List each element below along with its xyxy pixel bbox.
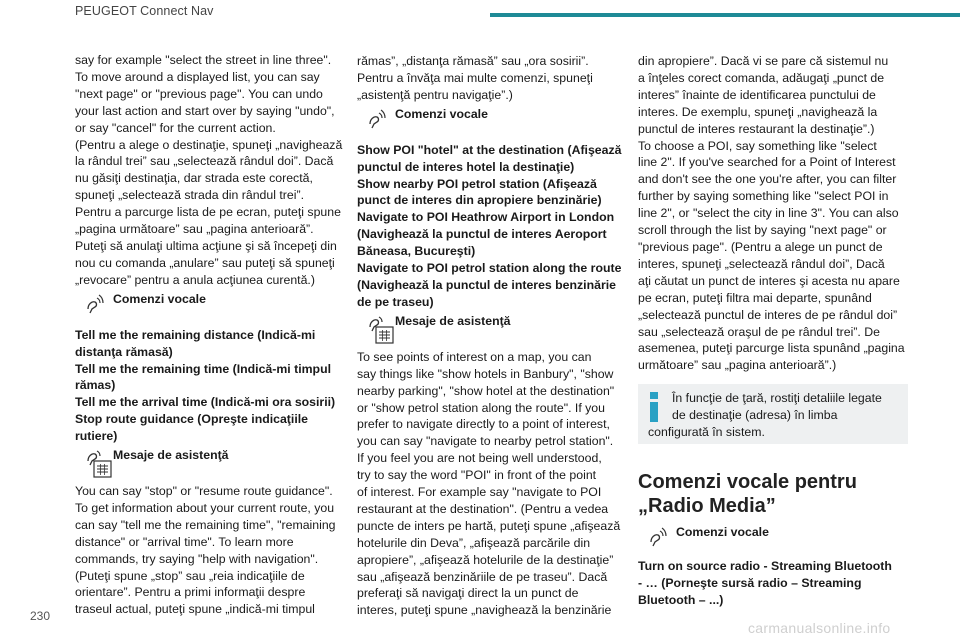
text-line: To move around a displayed list, you can say xyxy=(75,69,320,84)
text-line: "previous page". (Pentru a alege un punct de xyxy=(638,239,883,254)
text-line: hotelurile din Deva”, „afişează parcările din xyxy=(357,535,591,550)
col2-assistance-heading xyxy=(357,313,627,347)
text-line: apropiere”, „afişează hotelurile de la destinaţie” xyxy=(357,552,614,567)
text-line: rămas”, „distanţa rămasă” sau „ora sosirii”. xyxy=(357,54,589,68)
text-line: sau „afişează benzinăriile de pe traseu”. Dacă xyxy=(357,569,608,584)
text-line: or "show petrol station along the route". If you xyxy=(357,400,605,415)
text-line: prefer to navigate directly to a point of interest, xyxy=(357,417,610,432)
info-icon xyxy=(648,392,662,422)
text-line: Tell me the remaining time (Indică-mi timpul xyxy=(75,361,331,376)
voice-commands-label: Comenzi vocale xyxy=(113,291,206,306)
text-line: Stop route guidance (Opreşte indicaţiile xyxy=(75,412,308,427)
text-line: and don't see the one you're after, you can filter xyxy=(638,172,897,187)
text-line: asemenea, puteţi parcurge lista spunând „pagina xyxy=(638,341,905,356)
text-line: Pentru a învăţa mai multe comenzi, spuneţi xyxy=(357,70,593,85)
col2-command-list xyxy=(357,142,627,311)
text-line: of interest. For example say "navigate to POI xyxy=(357,485,602,500)
voice-command-icon xyxy=(648,526,670,548)
assistance-messages-label: Mesaje de asistenţă xyxy=(113,448,229,463)
text-line: traseul actual, puteţi spune „indică-mi timpul xyxy=(75,602,315,617)
text-line: you can say "navigate to nearby petrol station". xyxy=(357,434,614,449)
text-line: punctul de interes hotel la destinaţie) xyxy=(357,159,575,174)
text-line: scroll through the list by saying "next page" or xyxy=(638,223,887,238)
section-heading-line: Comenzi vocale pentru xyxy=(638,471,857,494)
text-line: (Puteţi spune „stop” sau „reia indicaţiile de xyxy=(75,568,305,583)
text-line: (Navighează la punctul de interes benzinărie xyxy=(357,277,616,292)
column-1 xyxy=(75,52,343,618)
text-line: din apropiere”. Dacă vi se pare că sistemul nu xyxy=(638,54,889,68)
text-line: Puteţi să anulaţi ultima acţiune şi să începeţi din xyxy=(75,238,337,253)
section-heading-line: „Radio Media” xyxy=(638,495,776,518)
text-line: further by saying something like "select POI in xyxy=(638,189,889,204)
text-line: Show nearby POI petrol station (Afişează xyxy=(357,176,597,191)
info-note-text xyxy=(648,390,898,441)
col2-paragraph-2 xyxy=(357,349,627,620)
text-line: your last action and start over by saying "undo", xyxy=(75,103,335,118)
col1-paragraph-1 xyxy=(75,52,343,289)
page-number: 230 xyxy=(30,609,51,623)
header-accent-bar xyxy=(490,13,960,17)
col2-paragraph-1 xyxy=(357,53,627,104)
text-line: nou cu comanda „anulare” sau puteţi să spuneţi xyxy=(75,255,335,270)
assistance-message-icon xyxy=(367,315,395,345)
text-line: try to say the word "POI" in front of the point xyxy=(357,468,597,483)
text-line: „pagina următoare” sau „pagina anterioară”. xyxy=(75,222,314,237)
text-line: interes” înainte de identificarea punctului de xyxy=(638,87,876,102)
assistance-message-icon xyxy=(85,449,113,479)
text-line: - … (Porneşte sursă radio – Streaming xyxy=(638,576,862,591)
text-line: interes, spuneţi „selectează rândul doi”, Dacă xyxy=(638,256,885,271)
text-line: "next page" or "previous page". You can undo xyxy=(75,86,323,101)
text-line: To get information about your current route, you xyxy=(75,500,335,515)
text-line: If you feel you are not being well understood, xyxy=(357,451,602,466)
text-line: următoare” sau „pagina anterioară”.) xyxy=(638,358,837,373)
text-line: Show POI "hotel" at the destination (Afişează xyxy=(357,142,622,157)
column-2 xyxy=(357,53,627,619)
note-line: În funcţie de ţară, rostiţi detaliile legate xyxy=(672,391,882,406)
text-line: line 2". If you've searched for a Point of Interest xyxy=(638,155,896,170)
col3-voice-commands-heading xyxy=(638,524,908,554)
col2-voice-commands-heading xyxy=(357,106,627,140)
voice-command-icon xyxy=(367,108,389,130)
voice-commands-label: Comenzi vocale xyxy=(395,106,488,121)
section-heading-radio-media xyxy=(638,470,908,518)
text-line: la rândul trei” sau „selectează rândul doi”. Dacă xyxy=(75,154,334,169)
text-line: de pe traseu) xyxy=(357,294,434,309)
text-line: can say "tell me the remaining time", "remaining xyxy=(75,517,336,532)
text-line: Bluetooth – ...) xyxy=(638,593,724,608)
text-line: pe ecran, puteţi filtra mai departe, spunând xyxy=(638,290,872,305)
info-note-box xyxy=(638,384,908,444)
header-title: PEUGEOT Connect Nav xyxy=(75,4,214,18)
text-line: distanţa rămasă) xyxy=(75,344,173,359)
text-line: say things like "show hotels in Banbury", "show xyxy=(357,366,614,381)
voice-command-icon xyxy=(85,293,107,315)
text-line: orientare”. Pentru a primi informaţii despre xyxy=(75,585,306,600)
text-line: Navigate to POI petrol station along the route xyxy=(357,261,622,276)
text-line: preferaţi să navigaţi direct la un punct de xyxy=(357,586,579,601)
col3-paragraph-1 xyxy=(638,53,908,374)
text-line: Navigate to POI Heathrow Airport in London xyxy=(357,210,615,225)
text-line: rămas) xyxy=(75,378,116,393)
text-line: To choose a POI, say something like "select xyxy=(638,138,877,153)
text-line: sau „selectează oraşul de pe rândul trei”. De xyxy=(638,324,880,339)
text-line: commands, try saying "help with navigation". xyxy=(75,551,319,566)
text-line: Pentru a parcurge lista de pe ecran, puteţi spune xyxy=(75,205,341,220)
col3-command-list xyxy=(638,558,908,609)
text-line: distance" or "arrival time". To learn more xyxy=(75,534,294,549)
column-3 xyxy=(638,53,908,609)
text-line: nu găsiţi destinaţia, dar strada este corectă, xyxy=(75,171,313,186)
note-line: de destinaţie (adresa) în limba xyxy=(672,408,838,423)
text-line: „asistenţă pentru navigaţie”.) xyxy=(357,87,513,102)
text-line: Tell me the arrival time (Indică-mi ora sosirii) xyxy=(75,395,336,410)
text-line: spuneţi „selectează strada din rândul trei”. xyxy=(75,188,304,203)
text-line: punct de interes din apropiere benzinărie) xyxy=(357,193,602,208)
text-line: Băneasa, Bucureşti) xyxy=(357,244,476,259)
text-line: Turn on source radio - Streaming Bluetooth xyxy=(638,559,892,574)
assistance-messages-label: Mesaje de asistenţă xyxy=(395,313,511,328)
text-line: nearby parking", "show hotel at the destination" xyxy=(357,383,615,398)
text-line: rutiere) xyxy=(75,429,118,444)
text-line: a înţeles corect comanda, adăugaţi „punct de xyxy=(638,70,885,85)
text-line: line 2", or "select the city in line 3". You can also xyxy=(638,206,899,221)
note-line: configurată în sistem. xyxy=(648,425,765,440)
text-line: say for example "select the street in line three". xyxy=(75,53,332,67)
text-line: To see points of interest on a map, you can xyxy=(357,349,592,364)
col1-voice-commands-heading xyxy=(75,291,340,325)
col1-assistance-heading xyxy=(75,447,340,481)
text-line: (Pentru a alege o destinaţie, spuneţi „navighează xyxy=(75,137,343,152)
watermark: carmanualsonline.info xyxy=(748,620,891,636)
text-line: aţi căutat un punct de interes şi acesta nu apare xyxy=(638,273,900,288)
text-line: You can say "stop" or "resume route guidance". xyxy=(75,484,333,499)
text-line: restaurant at the destination". (Pentru a vedea xyxy=(357,501,609,516)
text-line: Tell me the remaining distance (Indică-mi xyxy=(75,327,316,342)
col1-command-list xyxy=(75,327,340,445)
text-line: or say "cancel" for the current action. xyxy=(75,120,276,135)
text-line: (Navighează la punctul de interes Aeroport xyxy=(357,227,607,242)
text-line: „selectează punctul de interes de pe rândul doi” xyxy=(638,307,898,322)
text-line: „revocare” pentru a anula acţiunea curentă.) xyxy=(75,272,315,287)
text-line: punctul de interes restaurant la destinaţie”.) xyxy=(638,121,875,136)
text-line: interes. De exemplu, spuneţi „navighează la xyxy=(638,104,878,119)
col1-paragraph-2 xyxy=(75,483,340,618)
text-line: puncte de inters pe hartă, puteţi spune „afişează xyxy=(357,518,621,533)
text-line: interes, puteţi spune „navighează la benzinărie xyxy=(357,603,612,618)
voice-commands-label: Comenzi vocale xyxy=(676,525,769,540)
